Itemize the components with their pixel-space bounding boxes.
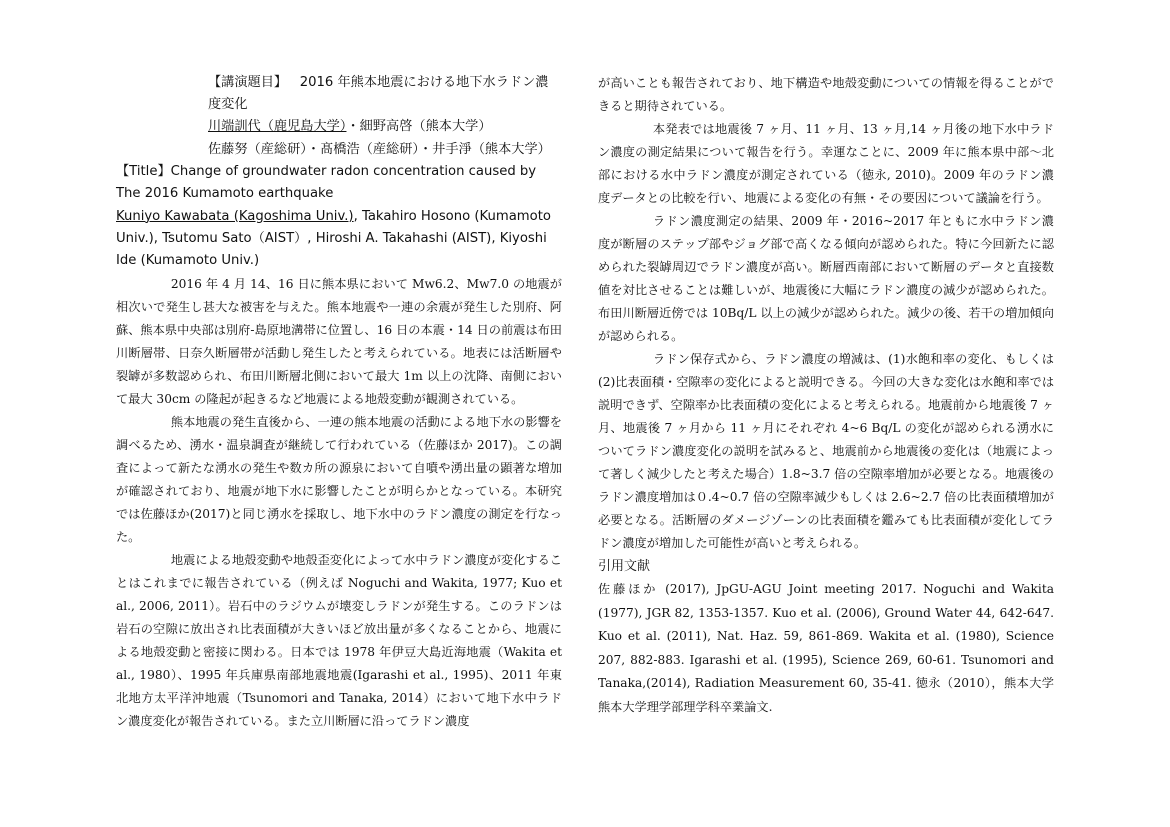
results-paragraph: ラドン濃度測定の結果、2009 年・2016~2017 年ともに水中ラドン濃度が断層のステップ部やジョグ部で高くなる傾向が認められた。特に今回新たに認められた裂罅周辺でラドン濃度が高い。断層西南部において断層のデータと直接数値を対比させることは難しいが、地震後に大幅にラドン濃度の減少が認められた。布田川断層近傍では 10Bq/L 以上の減少が認められた。減少の後、若干の増加傾向が認められる。 [598, 214, 1054, 343]
authors-ja-line-1 [208, 116, 562, 138]
intro-paragraph: 2016 年 4 月 14、16 日に熊本県において Mw6.2、Mw7.0 の地震が相次いで発生し甚大な被害を与えた。熊本地震や一連の余震が発生した別府、阿蘇、熊本県中央部は別府-島原地溝帯に位置し、16 日の本震・14 日の前震は布田川断層帯、日奈久断層帯が活動し発生したと考えられている。地表には活断層や裂罅が多数認められ、布田川断層北側において最大 1m 以上の沈降、南側において最大 30cm の隆起が起きるなど地震による地殻変動が観測されている。 [116, 276, 562, 406]
coauthors-ja-1: ・細野高啓（熊本大学） [346, 119, 492, 135]
title-ja: 2016 年熊本地震における地下水ラドン濃 [299, 75, 549, 90]
title-en: Change of groundwater radon concentration caused by The 2016 Kumamoto earthquake [116, 163, 537, 202]
discussion-paragraph: ラドン保存式から、ラドン濃度の増減は、(1)水飽和率の変化、もしくは(2)比表面積・空隙率の変化によると説明できる。今回の大きな変化は水飽和率では説明できず、空隙率か比表面積の変化によると考えられる。地震前から地震後 7 ヶ月、地震後 7 ヶ月から 11 ヶ月にそれぞれ 4~6 Bq/L の変化が認められる湧水についてラドン濃度変化の説明を試みると、地震前から地震後の変化は（地震によって著しく減少したと考えた場合）1.8~3.7 倍の空隙率増加が必要となる。地震後のラドン濃度増加は０.4~0.7 倍の空隙率減少もしくは 2.6~2.7 倍の比表面積増加が必要となる。活断層のダメージゾーンの比表面積を鑑みても比表面積が変化してラドン濃度が増加した可能性が高いと考えられる。 [598, 352, 1055, 550]
title-ja-line-2: 度変化 [208, 97, 248, 113]
left-column [116, 72, 562, 733]
title-ja-line-1 [208, 72, 562, 94]
japanese-header [116, 72, 562, 161]
presenter-en: Kuniyo Kawabata (Kagoshima Univ.) [116, 208, 354, 224]
references-list: 佐藤ほか (2017), JpGU-AGU Joint meeting 2017. Noguchi and Wakita (1977), JGR 82, 1353-1357. Kuo et al. (2006), Ground Water 44, 642-647. Kuo et al. (2011), Nat. Haz. 59, 861-869. Wakita et al. (1980), Science 207, 882-883. Igarashi et al. (1995), Science 269, 60-61. Tsunomori and Tanaka,(2014), Radiation Measurement 60, 35-41. 徳永（2010），熊本大学熊本大学理学部理学科卒業論文. [598, 582, 1054, 714]
references-heading: 引用文献 [598, 559, 651, 574]
title-label-en: 【Title】 [116, 163, 171, 179]
right-column [598, 72, 1054, 719]
title-label-ja: 【講演題目】 [208, 75, 288, 90]
continued-paragraph: が高いことも報告されており、地下構造や地殻変動についての情報を得ることができると期待されている。 [598, 76, 1054, 113]
background-paragraph: 地震による地殻変動や地殻歪変化によって水中ラドン濃度が変化することはこれまでに報告されている（例えば Noguchi and Wakita, 1977; Kuo et al., 2006, 2011）。岩石中のラジウムが壊変しラドンが発生する。このラドンは岩石の空隙に放出され比表面積が大きいほど放出量が多くなることから、地震による地殻変動と密接に関わる。日本では 1978 年伊豆大島近海地震（Wakita et al., 1980）、1995 年兵庫県南部地震地震(Igarashi et al., 1995)、2011 年東北地方太平洋沖地震（Tsunomori and Tanaka, 2014）において地下水中ラドン濃度変化が報告されている。また立川断層に沿ってラドン濃度 [116, 552, 562, 728]
authors-ja-line-2: 佐藤努（産総研）・髙橋浩（産総研）・井手淨（熊本大学） [208, 141, 551, 157]
presenter-ja: 川端訓代（鹿児島大学） [208, 119, 347, 135]
objective-paragraph: 本発表では地震後 7 ヶ月、11 ヶ月、13 ヶ月,14 ヶ月後の地下水中ラドン濃度の測定結果について報告を行う。幸運なことに、2009 年に熊本県中部〜北部における水中ラドン濃度が測定されている（徳永, 2010)。2009 年のラドン濃度データとの比較を行い、地震による変化の有無・その要因について議論を行う。 [598, 122, 1054, 205]
survey-paragraph: 熊本地震の発生直後から、一連の熊本地震の活動による地下水の影響を調べるため、湧水・温泉調査が継続して行われている（佐藤ほか 2017)。この調査によって新たな湧水の発生や数カ所の源泉において自噴や湧出量の顕著な増加が確認されており、地震が地下水に影響したことが明らかとなっている。本研究では佐藤ほか(2017)と同じ湧水を採取し、地下水中のラドン濃度の測定を行なった。 [116, 414, 562, 544]
coauthors-en: , Takahiro Hosono (Kumamoto Univ.), Tsutomu Sato（AIST）, Hiroshi A. Takahashi (AIST), Kiyoshi Ide (Kumamoto Univ.) [116, 208, 551, 269]
english-header [116, 161, 562, 273]
